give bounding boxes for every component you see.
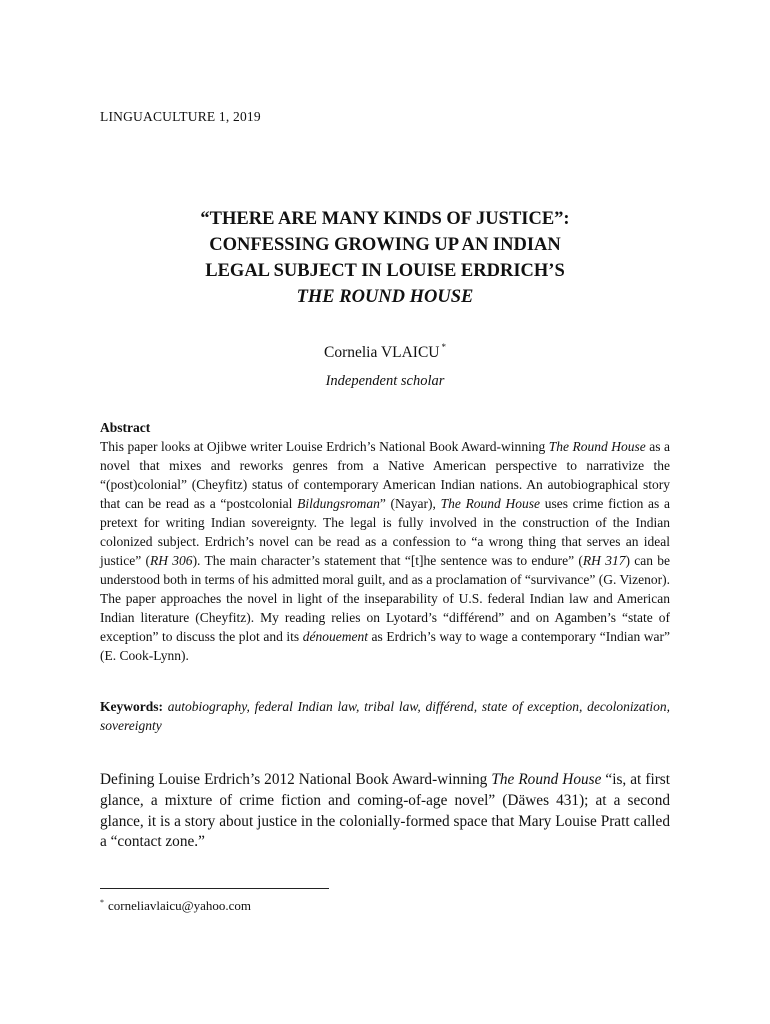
abstract-run: ” (Nayar), bbox=[379, 496, 441, 511]
abstract-heading: Abstract bbox=[100, 420, 151, 435]
title-line-2: CONFESSING GROWING UP AN INDIAN bbox=[209, 235, 561, 255]
abstract-run: uses crime fiction as a pretext for writing Indian sovereignty. The legal is fully involved in the construction of the Indian colonized subject. Erdrich’s novel can be read as a confession to “a wrong thing that serves an ideal justice” ( bbox=[100, 496, 670, 568]
title-line-1: “THERE ARE MANY KINDS OF JUSTICE”: bbox=[200, 209, 570, 229]
author-name: Cornelia VLAICU bbox=[323, 344, 440, 361]
abstract-italic: The Round House bbox=[548, 439, 646, 454]
title-line-4: THE ROUND HOUSE bbox=[296, 287, 474, 307]
abstract-italic: dénouement bbox=[302, 629, 368, 644]
footnote-divider bbox=[100, 888, 329, 889]
abstract-run: ) can be understood both in terms of his admitted moral guilt, and as a proclamation of “survivance” (G. Vizenor). The paper approaches the novel in light of the inseparability of U.S. federal Indian law and American Indian literature (Cheyfitz). My reading relies on Lyotard’s “différend” and on Agamben’s “state of exception” to discuss the plot and its bbox=[100, 553, 671, 644]
abstract-run: as Erdrich’s way to wage a contemporary “Indian war” (E. Cook-Lynn). bbox=[100, 629, 671, 663]
title-line-3: LEGAL SUBJECT IN LOUISE ERDRICH’S bbox=[205, 261, 565, 281]
footnote-marker: * bbox=[100, 898, 104, 907]
abstract-run: ). The main character’s statement that “[t]he sentence was to endure” ( bbox=[192, 553, 583, 568]
author-footnote-marker: * bbox=[441, 342, 447, 352]
abstract-run: as a novel that mixes and reworks genres from a Native American perspective to narrativize the “(post)colonial” (Cheyfitz) status of contemporary American Indian nations. An autobiographical story that can be read as a “postcolonial bbox=[100, 439, 670, 511]
intro-italic: The Round House bbox=[491, 771, 602, 788]
abstract-run: This paper looks at Ojibwe writer Louise Erdrich’s National Book Award-winning bbox=[100, 439, 549, 454]
author bbox=[100, 344, 670, 362]
abstract-italic: Bildungsroman bbox=[297, 496, 380, 511]
journal-header: LINGUACULTURE 1, 2019 bbox=[100, 109, 261, 124]
footnote-email: corneliavlaicu@yahoo.com bbox=[108, 898, 251, 913]
intro-run: Defining Louise Erdrich’s 2012 National Book Award-winning bbox=[100, 771, 492, 788]
keywords-terms: autobiography, federal Indian law, tribal law, différend, state of exception, decolonization, sovereignty bbox=[100, 699, 670, 733]
abstract-italic: RH 306 bbox=[150, 553, 193, 568]
footnote bbox=[100, 898, 251, 914]
abstract-text bbox=[100, 437, 670, 665]
author-affiliation: Independent scholar bbox=[325, 373, 445, 389]
intro-run: “is, at first glance, a mixture of crime fiction and coming-of-age novel” (Däwes 431); at a second glance, it is a story about justice in the colonially-formed space that Mary Louise Pratt called a “contact zone.” bbox=[100, 771, 670, 851]
paper-title bbox=[100, 206, 670, 310]
abstract-italic: RH 317 bbox=[582, 553, 626, 568]
abstract-italic: The Round House bbox=[440, 496, 541, 511]
intro-paragraph bbox=[100, 770, 670, 853]
keywords-label: Keywords: bbox=[100, 699, 163, 714]
keywords bbox=[100, 697, 670, 735]
